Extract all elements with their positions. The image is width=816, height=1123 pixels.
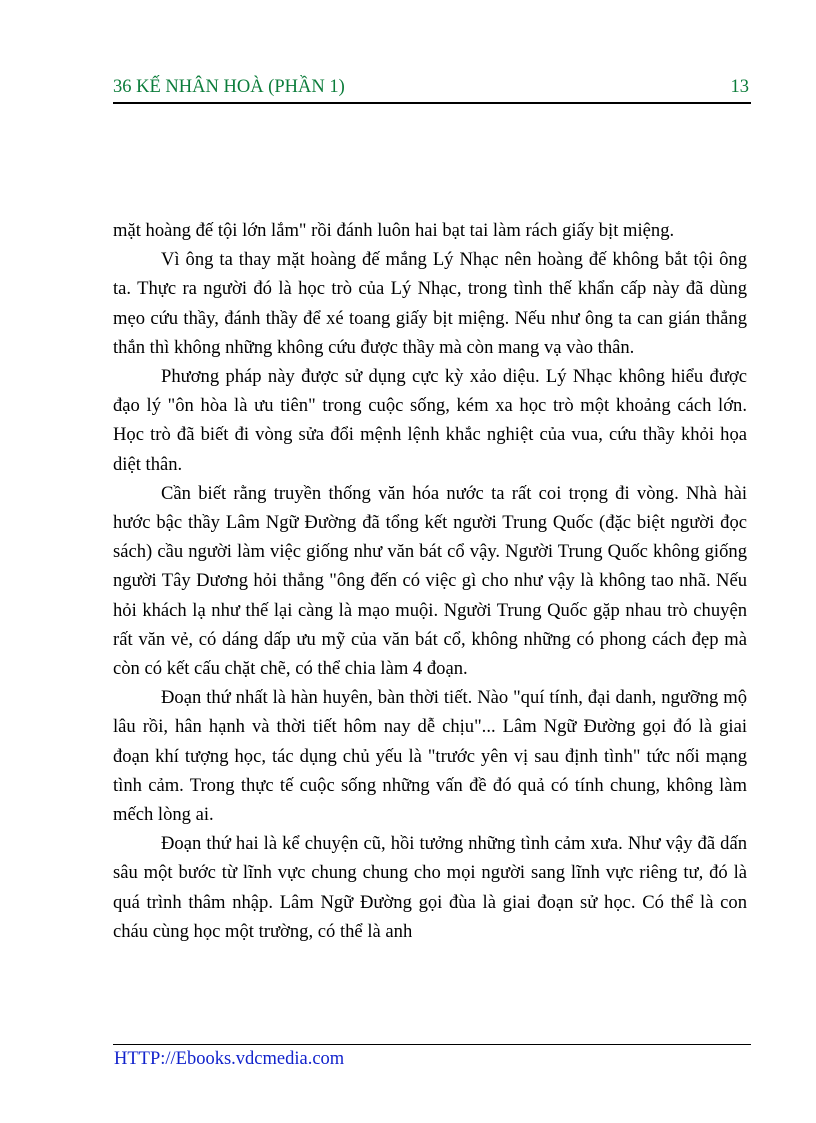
header-title: 36 KẾ NHÂN HOÀ (PHẦN 1) — [113, 77, 345, 97]
page-header — [113, 76, 751, 104]
paragraph-continued: mặt hoàng đế tội lớn lắm" rồi đánh luôn hai bạt tai làm rách giấy bịt miệng. — [113, 220, 675, 241]
footer-link[interactable]: HTTP://Ebooks.vdcmedia.com — [114, 1049, 345, 1069]
paragraph: Vì ông ta thay mặt hoàng đế mắng Lý Nhạc nên hoàng đế không bắt tội ông ta. Thực ra người đó là học trò của Lý Nhạc, trong tình thế khẩn cấp này đã dùng mẹo cứu thầy, đánh thầy để xé toang giấy bịt miệng. Nếu như ông ta can gián thẳng thắn thì không những không cứu được thầy mà còn mang vạ vào thân. — [113, 249, 747, 358]
paragraph: Đoạn thứ hai là kể chuyện cũ, hồi tưởng những tình cảm xưa. Như vậy đã dấn sâu một bước từ lĩnh vực chung chung cho mọi người sang lĩnh vực riêng tư, đó là quá trình thâm nhập. Lâm Ngữ Đường gọi đùa là giai đoạn sử học. Có thể là con cháu cùng học một trường, có thể là anh — [113, 833, 747, 942]
paragraph: Đoạn thứ nhất là hàn huyên, bàn thời tiết. Nào "quí tính, đại danh, ngưỡng mộ lâu rồi, hân hạnh và thời tiết hôm nay dễ chịu"... Lâm Ngữ Đường gọi đó là giai đoạn khí tượng học, tác dụng chủ yếu là "trước yên vị sau định tình" tức nối mạng tình cảm. Trong thực tế cuộc sống những vấn đề đó quả có tính chung, không làm mếch lòng ai. — [113, 687, 747, 826]
page-footer — [113, 1044, 751, 1069]
paragraph: Cần biết rằng truyền thống văn hóa nước ta rất coi trọng đi vòng. Nhà hài hước bậc thầy Lâm Ngữ Đường đã tổng kết người Trung Quốc (đặc biệt người đọc sách) cầu người làm việc giống như văn bát cổ vậy. Người Trung Quốc không giống người Tây Dương hỏi thẳng "ông đến có việc gì cho như vậy là không tao nhã. Nếu hỏi khách lạ như thế lại càng là mạo muội. Người Trung Quốc gặp nhau trò chuyện rất văn vẻ, có dáng dấp ưu mỹ của văn bát cổ, không những có phong cách đẹp mà còn có kết cấu chặt chẽ, có thể chia làm 4 đoạn. — [113, 482, 747, 680]
paragraph: Phương pháp này được sử dụng cực kỳ xảo diệu. Lý Nhạc không hiểu được đạo lý "ôn hòa là ưu tiên" trong cuộc sống, kém xa học trò một khoảng cách lớn. Học trò đã biết đi vòng sửa đổi mệnh lệnh khắc nghiệt của vua, cứu thầy khỏi họa diệt thân. — [113, 366, 747, 475]
page-number: 13 — [730, 77, 749, 97]
page-body — [113, 216, 747, 946]
